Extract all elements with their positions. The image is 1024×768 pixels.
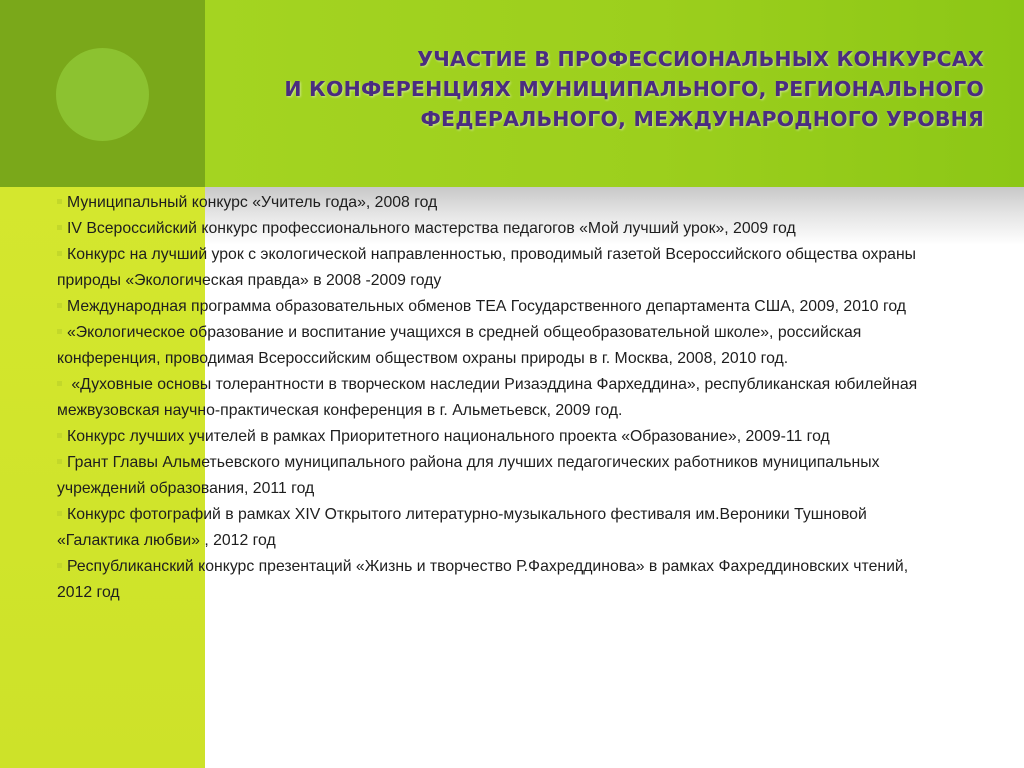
list-item (57, 242, 937, 294)
title-line: И КОНФЕРЕНЦИЯХ МУНИЦИПАЛЬНОГО, РЕГИОНАЛЬНОГО (284, 77, 984, 101)
square-bullet-icon (57, 199, 62, 204)
list-item-text: Республиканский конкурс презентаций «Жизнь и творчество Р.Фахреддинова» в рамках Фахреддиновских чтений, 2012 год (57, 558, 909, 601)
square-bullet-icon (57, 563, 62, 568)
square-bullet-icon (57, 303, 62, 308)
square-bullet-icon (57, 329, 62, 334)
list-item-text: Конкурс фотографий в рамках XIV Открытого литературно-музыкального фестиваля им.Вероники Тушновой «Галактика любви» , 2012 год (57, 506, 867, 549)
square-bullet-icon (57, 511, 62, 516)
square-bullet-icon (57, 251, 62, 256)
list-item-text: Международная программа образовательных обменов ТЕА Государственного департамента США, 2009, 2010 год (67, 298, 907, 315)
square-bullet-icon (57, 433, 62, 438)
list-item-text: «Экологическое образование и воспитание учащихся в средней общеобразовательной школе», российская конференция, проводимая Всероссийским обществом охраны природы в г. Москва, 2008, 2010 год. (57, 324, 862, 367)
list-item (57, 320, 937, 372)
title-line: УЧАСТИЕ В ПРОФЕССИОНАЛЬНЫХ КОНКУРСАХ (417, 47, 984, 71)
decorative-circle (56, 48, 149, 141)
list-item (57, 424, 937, 450)
list-item-text: Муниципальный конкурс «Учитель года», 2008 год (67, 194, 438, 211)
list-item (57, 190, 937, 216)
list-item (57, 502, 937, 554)
list-item (57, 294, 937, 320)
list-item-text: Грант Главы Альметьевского муниципального района для лучших педагогических работников муниципальных учреждений образования, 2011 год (57, 454, 880, 497)
title-line: ФЕДЕРАЛЬНОГО, МЕЖДУНАРОДНОГО УРОВНЯ (420, 107, 984, 131)
slide-title (224, 44, 984, 134)
list-item (57, 450, 937, 502)
square-bullet-icon (57, 459, 62, 464)
list-item (57, 372, 937, 424)
list-item-text: IV Всероссийский конкурс профессионального мастерства педагогов «Мой лучший урок», 2009 год (67, 220, 796, 237)
list-item-text: «Духовные основы толерантности в творческом наследии Ризаэддина Фархеддина», республиканская юбилейная межвузовская научно-практическая конференция в г. Альметьевск, 2009 год. (57, 376, 922, 419)
list-item (57, 554, 937, 606)
list-item-text: Конкурс лучших учителей в рамках Приоритетного национального проекта «Образование», 2009-11 год (67, 428, 830, 445)
list-item-text: Конкурс на лучший урок с экологической направленностью, проводимый газетой Всероссийского общества охраны природы «Экологическая правда» в 2008 -2009 году (57, 246, 917, 289)
achievements-list (57, 190, 937, 606)
square-bullet-icon (57, 225, 62, 230)
list-item (57, 216, 937, 242)
square-bullet-icon (57, 381, 62, 386)
